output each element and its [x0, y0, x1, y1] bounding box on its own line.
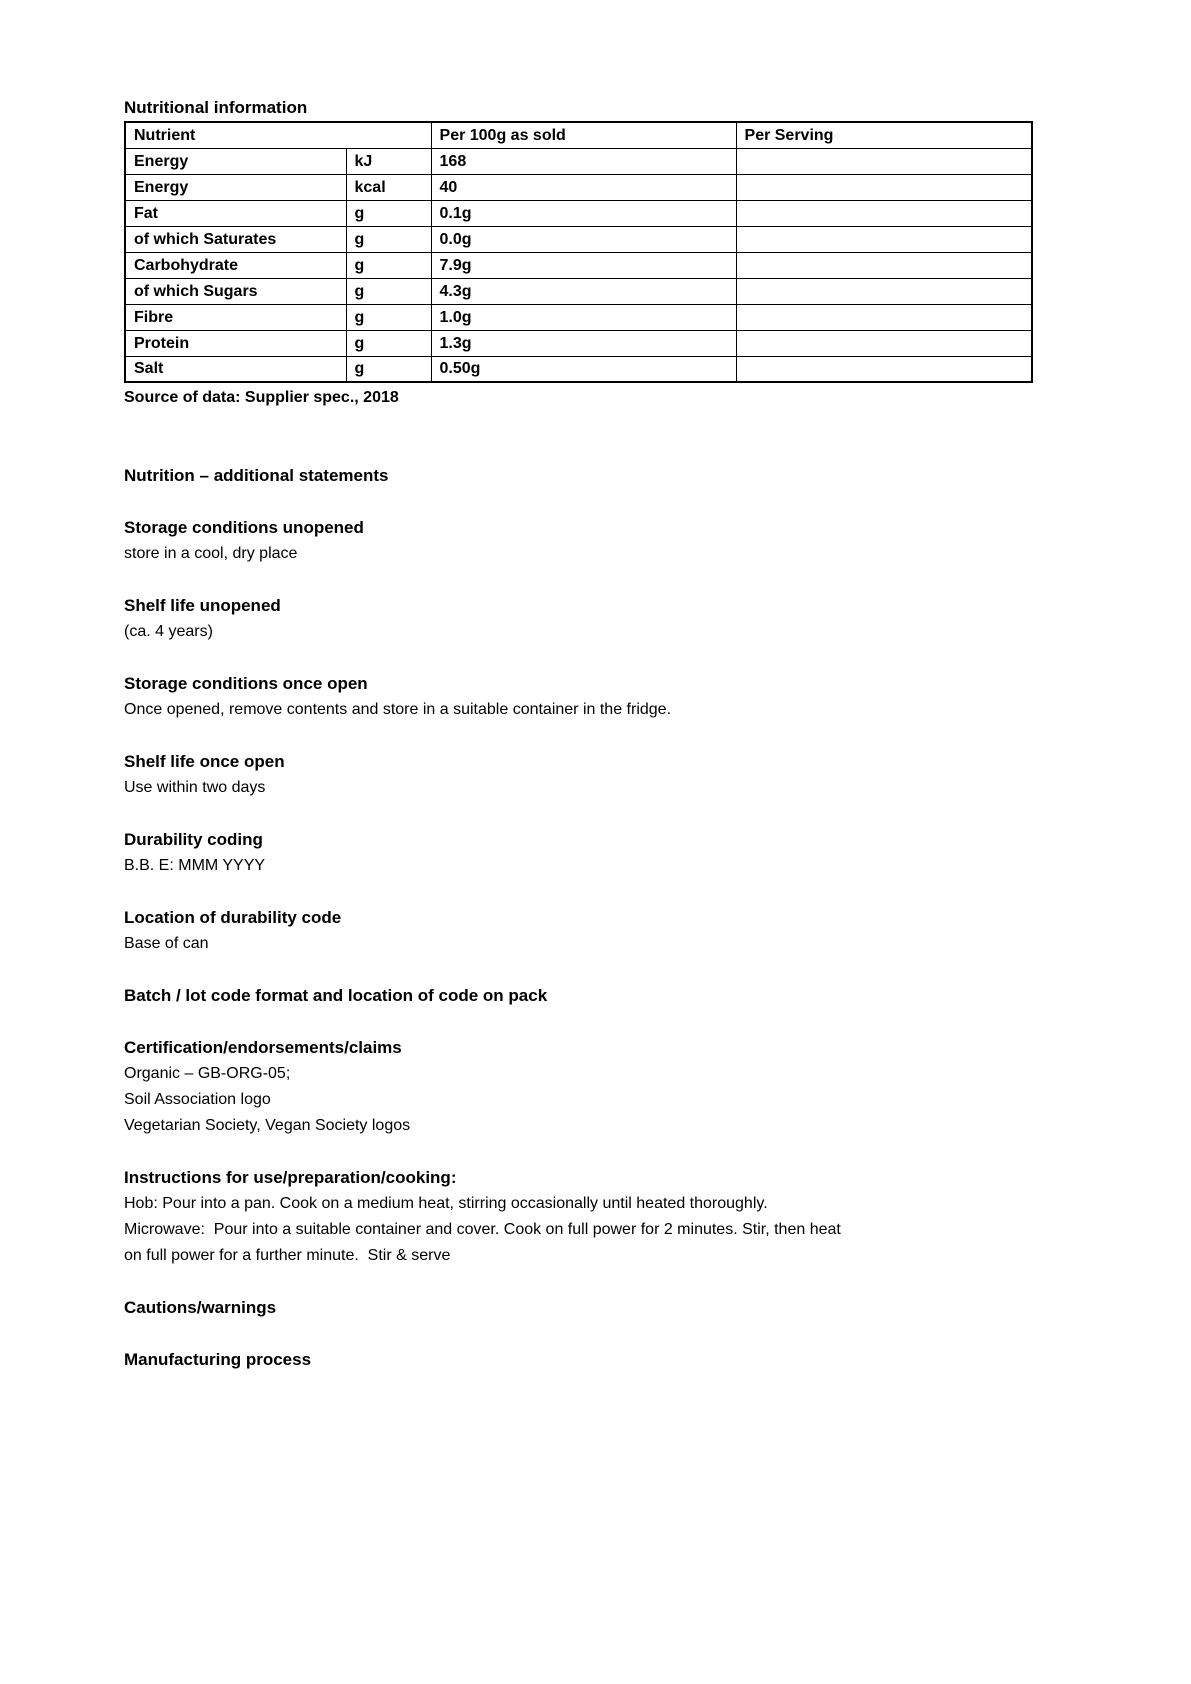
section-body-line: (ca. 4 years)	[124, 623, 213, 640]
cell-unit: g	[346, 356, 431, 382]
header-per-serving: Per Serving	[736, 122, 1032, 148]
nutrition-table-body	[125, 148, 1032, 382]
nutrition-table	[124, 121, 1033, 383]
nutritional-information-title: Nutritional information	[124, 98, 308, 117]
table-row	[125, 200, 1032, 226]
cell-per-serving	[736, 226, 1032, 252]
document-section	[124, 983, 1064, 1009]
cell-per-100g: 168	[431, 148, 736, 174]
cell-nutrient: Energy	[125, 174, 346, 200]
document-section	[124, 1035, 1064, 1139]
cell-per-100g: 4.3g	[431, 278, 736, 304]
cell-per-serving	[736, 356, 1032, 382]
section-body-line: Once opened, remove contents and store in a suitable container in the fridge.	[124, 701, 672, 718]
cell-per-100g: 40	[431, 174, 736, 200]
section-heading: Storage conditions once open	[124, 674, 368, 693]
section-body-line: Soil Association logo	[124, 1091, 271, 1108]
document-section	[124, 593, 1064, 645]
section-heading: Shelf life once open	[124, 752, 285, 771]
section-body-line: Organic – GB-ORG-05;	[124, 1065, 291, 1082]
document-section	[124, 1295, 1064, 1321]
section-body-line: Base of can	[124, 935, 209, 952]
cell-per-serving	[736, 148, 1032, 174]
table-row	[125, 148, 1032, 174]
document-section	[124, 1347, 1064, 1373]
cell-per-serving	[736, 278, 1032, 304]
cell-per-100g: 7.9g	[431, 252, 736, 278]
cell-per-100g: 0.50g	[431, 356, 736, 382]
section-body-line: Vegetarian Society, Vegan Society logos	[124, 1117, 411, 1134]
section-body-line: Use within two days	[124, 779, 266, 796]
cell-nutrient: of which Sugars	[125, 278, 346, 304]
cell-per-100g: 1.0g	[431, 304, 736, 330]
section-heading: Nutrition – additional statements	[124, 466, 389, 485]
section-heading: Storage conditions unopened	[124, 518, 364, 537]
document-section	[124, 1165, 1064, 1269]
cell-nutrient: Fibre	[125, 304, 346, 330]
cell-unit: g	[346, 330, 431, 356]
cell-nutrient: Carbohydrate	[125, 252, 346, 278]
cell-unit: g	[346, 200, 431, 226]
section-body-line: Hob: Pour into a pan. Cook on a medium heat, stirring occasionally until heated thoroughly.	[124, 1195, 768, 1212]
cell-per-100g: 0.1g	[431, 200, 736, 226]
document-page	[124, 95, 1064, 1373]
table-row	[125, 356, 1032, 382]
cell-per-serving	[736, 252, 1032, 278]
nutrition-table-header-row	[125, 122, 1032, 148]
table-row	[125, 330, 1032, 356]
table-row	[125, 226, 1032, 252]
cell-unit: kcal	[346, 174, 431, 200]
cell-unit: g	[346, 278, 431, 304]
cell-nutrient: Protein	[125, 330, 346, 356]
table-row	[125, 278, 1032, 304]
document-sections	[124, 463, 1064, 1373]
section-body-line: on full power for a further minute. Stir & serve	[124, 1247, 451, 1264]
section-heading: Certification/endorsements/claims	[124, 1038, 402, 1057]
table-row	[125, 304, 1032, 330]
cell-nutrient: Energy	[125, 148, 346, 174]
cell-nutrient: Salt	[125, 356, 346, 382]
cell-per-100g: 1.3g	[431, 330, 736, 356]
section-heading: Batch / lot code format and location of code on pack	[124, 986, 548, 1005]
cell-per-serving	[736, 174, 1032, 200]
cell-nutrient: Fat	[125, 200, 346, 226]
document-section	[124, 463, 1064, 489]
document-section	[124, 905, 1064, 957]
source-note: Source of data: Supplier spec., 2018	[124, 389, 399, 406]
section-heading: Instructions for use/preparation/cooking:	[124, 1168, 457, 1187]
header-per-100g: Per 100g as sold	[431, 122, 736, 148]
document-section	[124, 515, 1064, 567]
header-nutrient: Nutrient	[125, 122, 431, 148]
section-body-line: store in a cool, dry place	[124, 545, 298, 562]
cell-unit: g	[346, 226, 431, 252]
document-section	[124, 749, 1064, 801]
table-row	[125, 252, 1032, 278]
cell-unit: g	[346, 252, 431, 278]
document-section	[124, 827, 1064, 879]
section-heading: Location of durability code	[124, 908, 342, 927]
cell-unit: kJ	[346, 148, 431, 174]
cell-per-100g: 0.0g	[431, 226, 736, 252]
cell-nutrient: of which Saturates	[125, 226, 346, 252]
section-heading: Shelf life unopened	[124, 596, 281, 615]
cell-unit: g	[346, 304, 431, 330]
cell-per-serving	[736, 330, 1032, 356]
document-section	[124, 671, 1064, 723]
table-row	[125, 174, 1032, 200]
section-body-line: Microwave: Pour into a suitable container and cover. Cook on full power for 2 minutes. Stir, then heat	[124, 1221, 841, 1238]
cell-per-serving	[736, 200, 1032, 226]
section-heading: Durability coding	[124, 830, 263, 849]
section-heading: Manufacturing process	[124, 1350, 312, 1369]
section-heading: Cautions/warnings	[124, 1298, 277, 1317]
section-body-line: B.B. E: MMM YYYY	[124, 857, 266, 874]
cell-per-serving	[736, 304, 1032, 330]
